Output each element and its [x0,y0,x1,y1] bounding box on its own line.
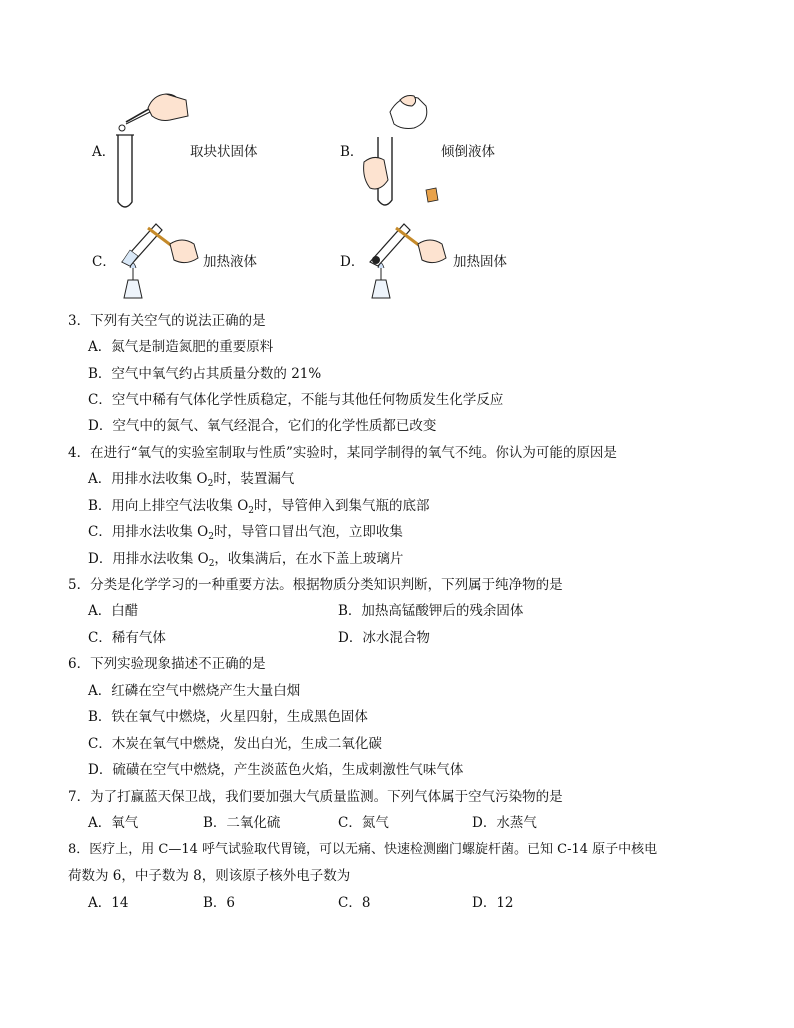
question-5-option-a: A．白醋 [88,603,139,619]
question-4-option-a: A．用排水法收集 $O_2$时，装置漏气 [88,471,295,489]
question-3-option-c: C．空气中稀有气体化学性质稳定，不能与其他任何物质发生化学反应 [88,392,504,408]
question-8-option-b: B．6 [203,895,236,911]
question-6-stem: 6．下列实验现象描述不正确的是 [68,656,266,672]
option-b-letter: B． [340,144,364,160]
figure-pour-liquid [360,92,450,207]
question-6-option-d: D．硫磺在空气中燃烧，产生淡蓝色火焰，生成刺激性气味气体 [88,762,464,778]
figure-heat-solid [356,218,456,304]
option-b-caption: 倾倒液体 [441,144,495,160]
question-5-stem: 5．分类是化学学习的一种重要方法。根据物质分类知识判断，下列属于纯净物的是 [68,577,563,593]
question-5-option-c: C．稀有气体 [88,630,166,646]
figure-take-solid [108,90,198,215]
question-4-option-b: B．用向上排空气法收集 $O_2$时，导管伸入到集气瓶的底部 [88,498,430,516]
question-8-option-c: C．8 [338,895,371,911]
question-5-option-b: B．加热高锰酸钾后的残余固体 [338,603,524,619]
question-4-stem: 4．在进行“氧气的实验室制取与性质”实验时，某同学制得的氧气不纯。你认为可能的原因是 [68,445,617,461]
question-8-option-a: A．14 [88,895,129,911]
question-7-stem: 7．为了打赢蓝天保卫战，我们要加强大气质量监测。下列气体属于空气污染物的是 [68,789,563,805]
question-8-option-d: D．12 [472,895,514,911]
question-6-option-a: A．红磷在空气中燃烧产生大量白烟 [88,683,301,699]
question-3-option-a: A．氮气是制造氮肥的重要原料 [88,339,274,355]
question-6-option-c: C．木炭在氧气中燃烧，发出白光，生成二氧化碳 [88,736,382,752]
question-8-stem-line-1: 8．医疗上，用 C—14 呼气试验取代胃镜，可以无痛、快速检测幽门螺旋杆菌。已知 C-14 原子中核电 [68,842,658,857]
option-c-letter: C． [92,254,116,270]
question-7-option-a: A．氧气 [88,815,139,831]
question-3-option-d: D．空气中的氮气、氧气经混合，它们的化学性质都已改变 [88,418,437,434]
question-3-stem: 3．下列有关空气的说法正确的是 [68,313,266,329]
question-4-option-c: C．用排水法收集 $O_2$时，导管口冒出气泡，立即收集 [88,524,403,542]
question-7-option-c: C．氮气 [338,815,389,831]
question-3-option-b: B．空气中氧气约占其质量分数的 21% [88,366,322,382]
figure-heat-liquid [108,218,208,304]
option-d-caption: 加热固体 [453,254,507,270]
question-5-option-d: D．冰水混合物 [338,630,430,646]
option-a-caption: 取块状固体 [190,144,258,160]
question-6-option-b: B．铁在氧气中燃烧，火星四射，生成黑色固体 [88,709,368,725]
option-c-caption: 加热液体 [203,254,257,270]
question-8-stem-line-2: 荷数为 6，中子数为 8，则该原子核外电子数为 [68,868,351,884]
question-4-option-d: D．用排水法收集 $O_2$，收集满后，在水下盖上玻璃片 [88,551,404,569]
question-7-option-d: D．水蒸气 [472,815,537,831]
option-a-letter: A． [92,144,116,160]
question-7-option-b: B．二氧化硫 [203,815,281,831]
option-d-letter: D． [340,254,365,270]
